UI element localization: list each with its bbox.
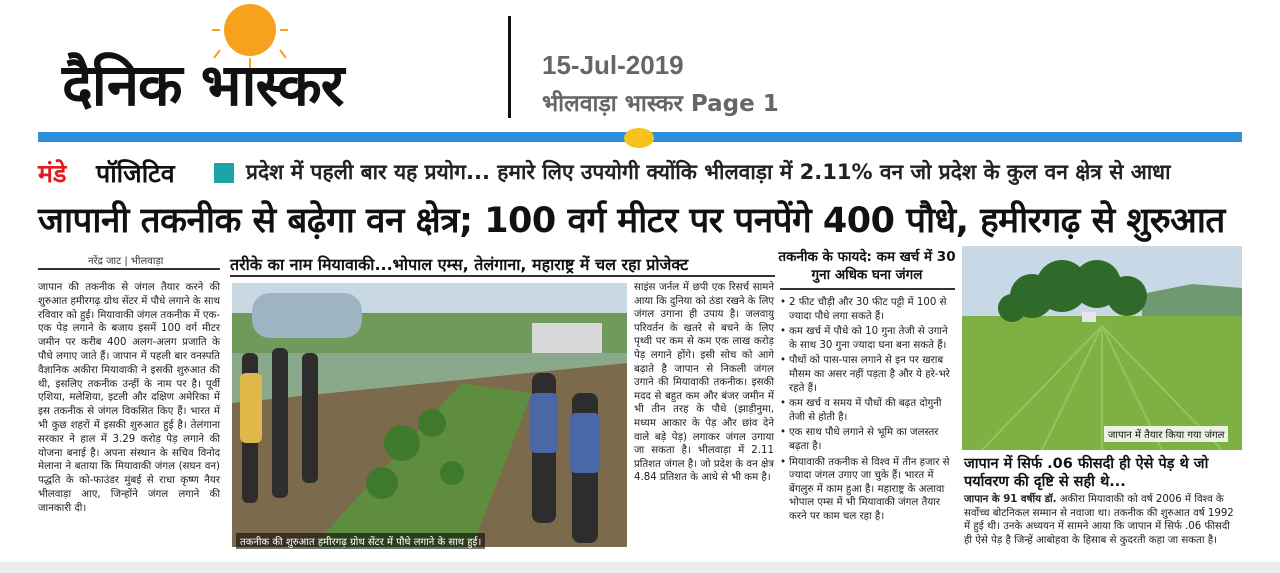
japan-forest-photo: [962, 246, 1242, 450]
strip-sun-icon: [624, 128, 654, 148]
sidebar-box-body: अकीरा मियावाकी को वर्ष 2006 में विश्व के सर्वोच्च बोटनिकल सम्मान से नवाजा था। तकनीक की शुरुआत वर्ष 1992 में हुई थी। उनके अध्ययन में सामने आया कि जापान में सिर्फ .06 फीसदी ही ऐसे पेड़ है जिन्हें आबोहवा के हिसाब से कुदरती कहा जा सकता है।: [964, 494, 1234, 546]
benefit-item: • मियावाकी तकनीक से विश्व में तीन हजार से ज्यादा जंगल उगाए जा चुके हैं। भारत में बेंगलुरु में काम हुआ है। महाराष्ट्र के अलावा भोपाल एम्स में भी मियावाकी जंगल तैयार करने पर काम चल रहा है।: [780, 456, 956, 524]
edition-page: भीलवाड़ा भास्कर Page 1: [542, 91, 779, 117]
forest-photo-caption: जापान में तैयार किया गया जंगल: [1104, 426, 1228, 442]
subheadline: तरीके का नाम मियावाकी...भोपाल एम्स, तेलंगाना, महाराष्ट्र में चल रहा प्रोजेक्ट: [230, 253, 775, 277]
benefits-list: [780, 296, 956, 526]
planting-photo-illustration: [232, 283, 627, 547]
planting-photo: [232, 283, 627, 547]
kicker: [38, 156, 1242, 192]
benefit-item: • एक साथ पौधे लगाने से भूमि का जलस्तर बढ़ता है।: [780, 426, 956, 453]
main-headline: जापानी तकनीक से बढ़ेगा वन क्षेत्र; 100 वर्ग मीटर पर पनपेंगे 400 पौधे, हमीरगढ़ से शुरुआत: [38, 201, 1225, 241]
benefit-item: • कम खर्च में पौधे को 10 गुना तेजी से उगाने के साथ 30 गुना ज्यादा घना बना सकते हैं।: [780, 325, 956, 352]
benefit-item: • पौधों को पास-पास लगाने से इन पर खराब मौसम का असर नहीं पड़ता है और ये हरे-भरे रहते हैं।: [780, 354, 956, 395]
sidebar-box-lead: जापान के 91 वर्षीय डॉ.: [964, 494, 1057, 505]
benefits-rule: [780, 288, 955, 290]
newspaper-logo: दैनिक भास्कर: [62, 51, 344, 119]
sidebar-box-heading: जापान में सिर्फ .06 फीसदी ही ऐसे पेड़ थे जो पर्यावरण की दृष्टि से सही थे...: [964, 456, 1209, 490]
article-column-1: जापान की तकनीक से जंगल तैयार करने की शुरुआत हमीरगढ़ ग्रोथ सेंटर में पौधे लगाने के साथ रविवार को हुई। मियावाकी जंगल तकनीक में एक-एक पेड़ लगाने के बजाय इसमें 100 वर्ग मीटर जमीन पर करीब 400 अलग-अलग प्रजाति के पौधे लगाए जाते हैं। जापान में पहली बार वनस्पति वैज्ञानिक अकीरा मियावाकी ने इसकी शुरुआत की थी, इसलिए तकनीक उन्हीं के नाम पर है। पूर्वी एशिया, मलेशिया, इटली और दक्षिण अमेरिका में इस तकनीक से जंगल विकसित किए हैं। भारत में भी कुछ शहरों में इसकी शुरुआत हुई है। तेलंगाना सरकार ने हाल में 3.29 करोड़ पेड़ लगाने की योजना बनाई है। अपना संस्थान के सचिव विनोद मेलाना ने बताया कि मियावाकी जंगल (सघन वन) पद्धति के को-फाउंडर मुंबई से राधा कृष्ण नैयर भीलवाड़ा आए, जिन्होंने जंगल लगाने की जानकारी दी।: [38, 282, 220, 514]
byline: नरेंद्र जाट | भीलवाड़ा: [88, 256, 164, 267]
kicker-square-icon: [214, 163, 234, 183]
kicker-text: प्रदेश में पहली बार यह प्रयोग... हमारे लिए उपयोगी क्योंकि भीलवाड़ा में 2.11% वन जो प्रदेश के कुल वन क्षेत्र से आधा: [246, 160, 1171, 184]
page-bottom-edge: [0, 562, 1280, 573]
benefit-item: • कम खर्च व समय में पौधों की बढ़त दोगुनी तेजी से होती है।: [780, 397, 956, 424]
masthead-divider: [508, 16, 511, 118]
kicker-label-black: पॉजिटिव: [96, 159, 175, 188]
masthead: [0, 0, 1280, 132]
photo-caption: तकनीक की शुरुआत हमीरगढ़ ग्रोथ सेंटर में पौधे लगाने के साथ हुई।: [236, 533, 485, 549]
sidebar-box-text: [964, 493, 1240, 547]
forest-photo-illustration: [962, 246, 1242, 450]
publication-date: 15-Jul-2019: [542, 50, 684, 80]
article-column-3: साइंस जर्नल में छपी एक रिसर्च सामने आया कि दुनिया को ठंडा रखने के लिए जंगल उगाना ही उपाय है। जलवायु परिवर्तन के खतरे से बचने के लिए पृथ्वी पर कम से कम एक लाख करोड़ पेड़ लगाने होंगे। इसी सोच को आगे बढ़ाते है जापान से निकली जंगल उगाने की मियावाकी तकनीक। इसकी मदद से बहुत कम और बंजर जमीन में भी तीन तरह के पौधे (झाड़ीनुमा, मध्यम आकार के पेड़ और छांव देने वाले बड़े पेड़) लगाकर जंगल उगाया जा सकता है। भीलवाड़ा में 2.11 प्रतिशत जंगल है। जो प्रदेश के वन क्षेत्र 4.84 प्रतिशत के आधे से भी कम है।: [634, 282, 774, 484]
kicker-label-red: मंडे: [38, 159, 67, 188]
benefit-item: • 2 फीट चौड़ी और 30 फीट पट्टी में 100 से ज्यादा पौधे लगा सकते हैं।: [780, 296, 956, 323]
benefits-heading: तकनीक के फायदे: कम खर्च में 30 गुना अधिक घना जंगल: [778, 249, 956, 283]
column-rule: [38, 268, 220, 270]
